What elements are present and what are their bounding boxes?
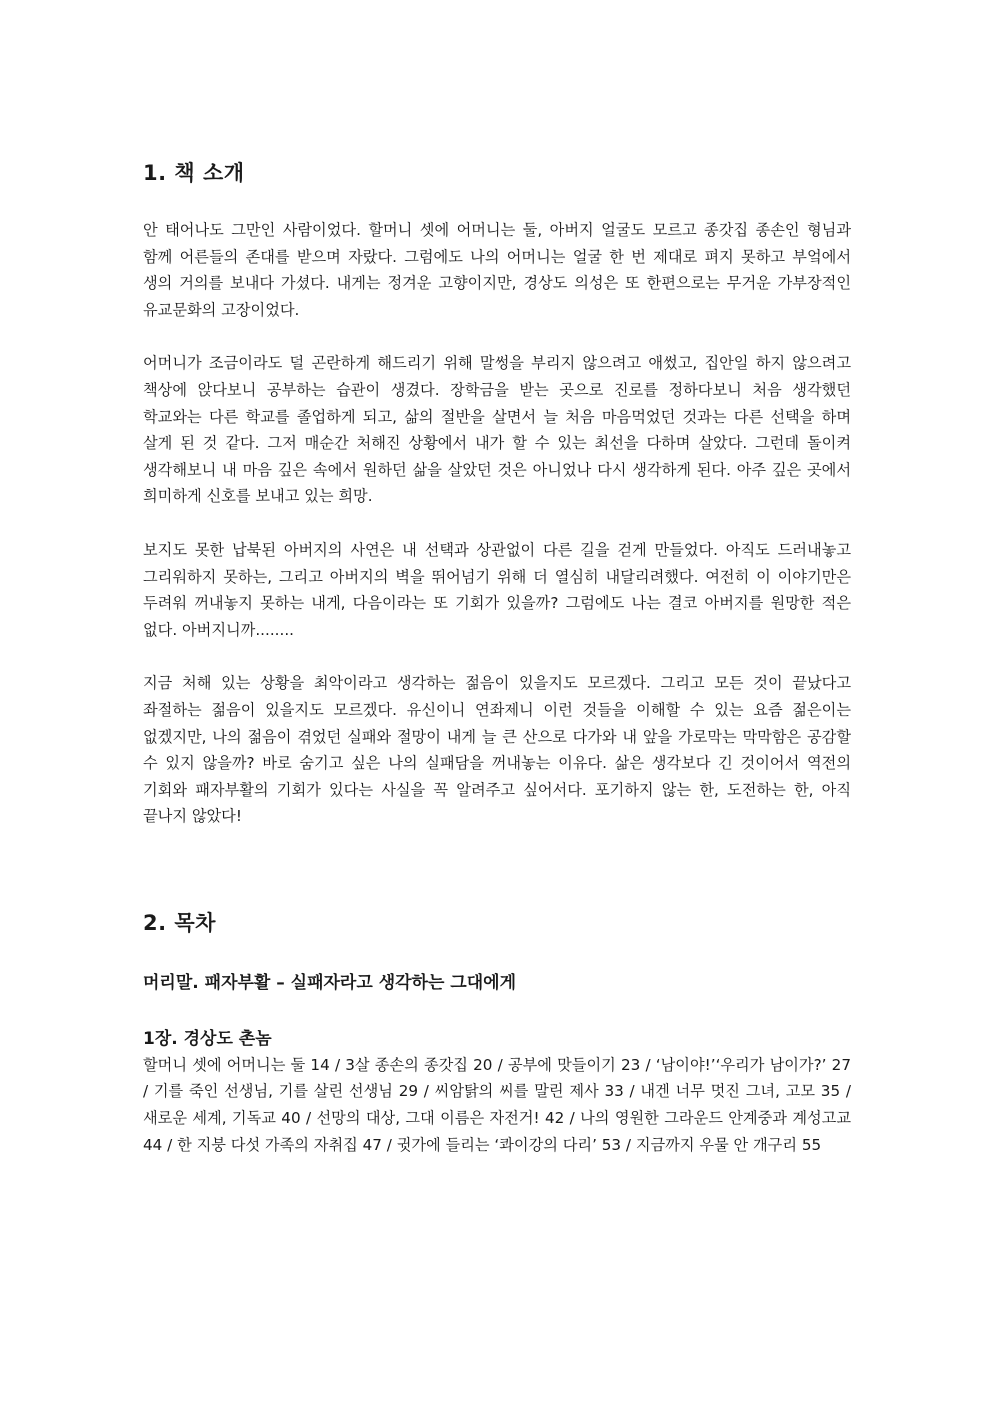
document-page — [143, 150, 851, 1158]
toc-preface: 머리말. 패자부활 – 실패자라고 생각하는 그대에게 — [143, 972, 516, 993]
intro-paragraph-3: 보지도 못한 납북된 아버지의 사연은 내 선택과 상관없이 다른 길을 걷게 만들었다. 아직도 드러내놓고 그리워하지 못하는, 그리고 아버지의 벽을 뛰어넘기 위해 더 열심히 내달리려했다. 여전히 이 이야기만은 두려워 꺼내놓지 못하는 내게, 다음이라는 또 기회가 있을까? 그럼에도 나는 결코 아버지를 원망한 적은 없다. 아버지니까........ — [143, 540, 851, 639]
intro-paragraph-4: 지금 처해 있는 상황을 최악이라고 생각하는 젊음이 있을지도 모르겠다. 그리고 모든 것이 끝났다고 좌절하는 젊음이 있을지도 모르겠다. 유신이니 연좌제니 이런 것들을 이해할 수 있는 요즘 젊은이는 없겠지만, 나의 젊음이 겪었던 실패와 절망이 내게 늘 큰 산으로 다가와 내 앞을 가로막는 막막함은 공감할 수 있지 않을까? 바로 숨기고 싶은 나의 실패담을 꺼내놓는 이유다. 삶은 생각보다 긴 것이어서 역전의 기회와 패자부활의 기회가 있다는 사실을 꼭 알려주고 싶어서다. 포기하지 않는 한, 도전하는 한, 아직 끝나지 않았다! — [143, 674, 851, 826]
intro-paragraph-1: 안 태어나도 그만인 사람이었다. 할머니 셋에 어머니는 둘, 아버지 얼굴도 모르고 종갓집 종손인 형님과 함께 어른들의 존대를 받으며 자랐다. 그럼에도 나의 어머니는 얼굴 한 번 제대로 펴지 못하고 부엌에서 생의 거의를 보내다 가셨다. 내게는 정겨운 고향이지만, 경상도 의성은 또 한편으로는 무거운 가부장적인 유교문화의 고장이었다. — [143, 221, 851, 319]
section-heading-toc: 2. 목차 — [143, 910, 216, 935]
toc-chapter-1-title: 1장. 경상도 촌놈 — [143, 1028, 272, 1049]
intro-paragraph-2: 어머니가 조금이라도 덜 곤란하게 해드리기 위해 말썽을 부리지 않으려고 애썼고, 집안일 하지 않으려고 책상에 앉다보니 공부하는 습관이 생겼다. 장학금을 받는 곳으로 진로를 정하다보니 처음 생각했던 학교와는 다른 학교를 졸업하게 되고, 삶의 절반을 살면서 늘 처음 마음먹었던 것과는 다른 선택을 하며 살게 된 것 같다. 그저 매순간 처해진 상황에서 내가 할 수 있는 최선을 다하며 살았다. 그런데 돌이켜 생각해보니 내 마음 깊은 속에서 원하던 삶을 살았던 것은 아니었나 다시 생각하게 된다. 아주 깊은 곳에서 희미하게 신호를 보내고 있는 희망. — [143, 354, 851, 506]
toc-chapter-1-contents: 할머니 셋에 어머니는 둘 14 / 3살 종손의 종갓집 20 / 공부에 맛들이기 23 / ‘남이야!’‘우리가 남이가?’ 27 / 기를 죽인 선생님, 기를 살린 선생님 29 / 씨암탉의 씨를 말린 제사 33 / 내겐 너무 멋진 그녀, 고모 35 / 새로운 세계, 기독교 40 / 선망의 대상, 그대 이름은 자전거! 42 / 나의 영원한 그라운드 안계중과 계성고교 44 / 한 지붕 다섯 가족의 자취집 47 / 귓가에 들리는 ‘콰이강의 다리’ 53 / 지금까지 우물 안 개구리 55 — [143, 1055, 851, 1154]
section-heading-book-intro: 1. 책 소개 — [143, 161, 245, 185]
